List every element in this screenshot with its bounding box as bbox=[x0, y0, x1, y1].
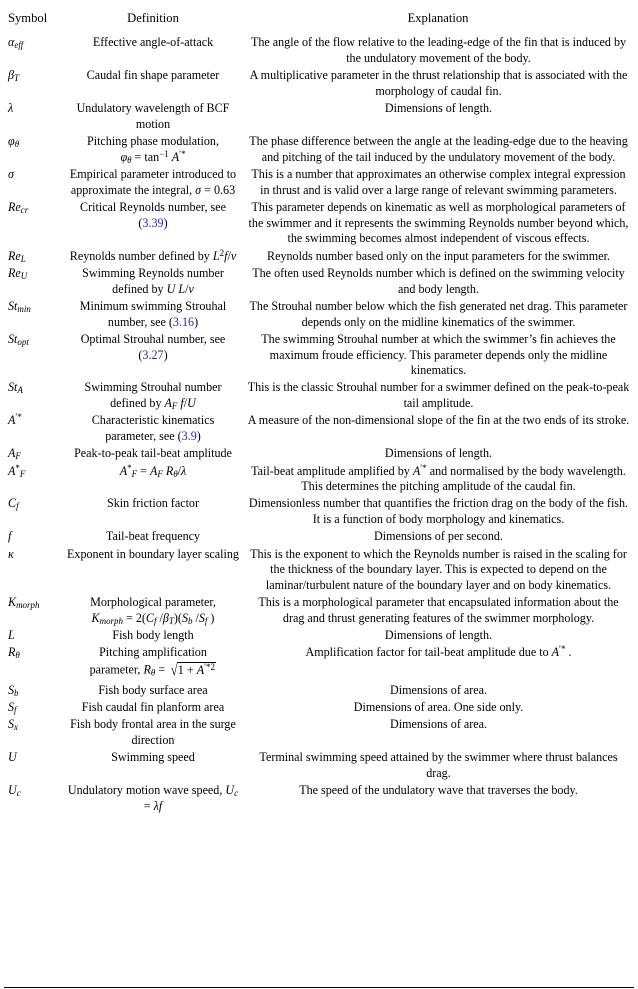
row-explanation: A multiplicative parameter in the thrust relationship that is associated with the morphology of caudal fin. bbox=[249, 68, 628, 99]
row-explanation: This is a number that approximates an otherwise complex integral expression in thrust and is valid over a large range of relevant swimming parameters. bbox=[251, 167, 626, 197]
row-definition: Swimming Reynolds number defined by U L/ν bbox=[82, 265, 224, 296]
row-explanation: The speed of the undulatory wave that traverses the body. bbox=[299, 783, 578, 798]
table-row bbox=[6, 249, 632, 266]
row-explanation: Dimensions of per second. bbox=[374, 529, 503, 544]
row-definition: Reynolds number defined by $L^2f/\nu$ bbox=[69, 247, 237, 263]
row-explanation: The phase difference between the angle at the leading-edge due to the heaving and pitching of the tail induced by the undulatory movement of the body. bbox=[249, 134, 628, 164]
table-row bbox=[6, 266, 632, 299]
row-symbol: U bbox=[8, 750, 17, 765]
row-definition: Fish body surface area bbox=[98, 682, 208, 697]
table-row bbox=[6, 547, 632, 596]
table-row bbox=[6, 683, 632, 700]
row-symbol: $St_{opt}$ bbox=[8, 331, 29, 347]
row-explanation: Dimensions of length. bbox=[384, 101, 493, 116]
table-row bbox=[6, 167, 632, 200]
row-definition: Pitching phase modulation, $\varphi_\theta = \tan^{-1} A^{'*}$ bbox=[86, 134, 219, 165]
row-definition: Fish caudal fin planform area bbox=[81, 700, 225, 715]
row-definition: Tail-beat frequency bbox=[105, 529, 201, 544]
table-row bbox=[6, 35, 632, 68]
row-symbol: $\alpha_{eff}$ bbox=[8, 35, 24, 51]
row-definition: Peak-to-peak tail-beat amplitude bbox=[74, 446, 232, 461]
row-explanation: Amplification factor for tail-beat amplitude due to A′* . bbox=[305, 644, 572, 660]
row-explanation: Dimensionless number that quantifies the friction drag on the body of the fish. It is a function of body morphology and kinematics. bbox=[248, 496, 629, 527]
row-symbol: $Re_{cr}$ bbox=[8, 200, 29, 216]
row-explanation: This is the exponent to which the Reynolds number is raised in the scaling for the thickness of the boundary layer. This is expected to depend on the laminar/turbulent nature of the boundary layer and on body kinematics. bbox=[250, 546, 627, 593]
table-row bbox=[6, 595, 632, 628]
row-definition: Skin friction factor bbox=[106, 496, 200, 511]
row-explanation: Dimensions of length. bbox=[384, 446, 493, 461]
row-symbol: $S_b$ bbox=[8, 682, 19, 698]
table-row bbox=[6, 783, 632, 816]
table-row bbox=[6, 717, 632, 750]
cross-reference-link[interactable]: 3.27 bbox=[142, 347, 164, 362]
row-symbol: $C_f$ bbox=[8, 496, 19, 512]
row-explanation: Reynolds number based only on the input parameters for the swimmer. bbox=[267, 248, 610, 263]
row-symbol: $St_A$ bbox=[8, 380, 23, 396]
row-definition: Critical Reynolds number, see (3.39) bbox=[80, 200, 226, 230]
row-explanation: Dimensions of area. bbox=[389, 682, 488, 697]
row-explanation: The often used Reynolds number which is defined on the swimming velocity and body length. bbox=[252, 265, 625, 296]
row-explanation: The angle of the flow relative to the leading-edge of the fin that is induced by the undulatory movement of the body. bbox=[250, 35, 627, 66]
row-definition: Morphological parameter, $K_{morph} = 2(C_f$ $/\beta_T)(S_b$ $/S_f$ ) bbox=[90, 595, 216, 626]
row-symbol: $R_\theta$ bbox=[8, 645, 20, 661]
row-symbol: σ bbox=[8, 167, 14, 182]
table-row bbox=[6, 750, 632, 783]
table-row bbox=[6, 413, 632, 446]
column-header-symbol: Symbol bbox=[8, 11, 48, 25]
table-row bbox=[6, 645, 632, 682]
column-header-definition: Definition bbox=[127, 11, 179, 25]
row-definition: Undulatory motion wave speed, $U_c = \lambda f$ bbox=[67, 783, 239, 813]
row-explanation: Dimensions of area. One side only. bbox=[353, 700, 524, 715]
row-definition: Fish body frontal area in the surge direction bbox=[70, 717, 236, 747]
cross-reference-link[interactable]: 3.9 bbox=[181, 429, 197, 444]
table-row bbox=[6, 200, 632, 249]
table-row bbox=[6, 332, 632, 381]
row-symbol: $Re_L$ bbox=[8, 248, 26, 264]
table-row bbox=[6, 464, 632, 497]
row-definition: Swimming Strouhal number defined by $A_F$ f/U bbox=[84, 380, 222, 412]
row-definition: Characteristic kinematics parameter, see (3.9) bbox=[91, 413, 215, 444]
row-symbol: $\varphi_\theta$ bbox=[8, 134, 20, 150]
row-definition: Effective angle-of-attack bbox=[92, 35, 214, 50]
row-explanation: Terminal swimming speed attained by the swimmer where thrust balances drag. bbox=[259, 750, 618, 780]
row-explanation: This parameter depends on kinematic as well as morphological parameters of the swimmer and it represents the swimming Reynolds number beyond which, the swimming becomes almost independent of viscous effects. bbox=[248, 200, 629, 246]
row-symbol: $U_c$ bbox=[8, 783, 21, 799]
table-row bbox=[6, 628, 632, 645]
table-row bbox=[6, 446, 632, 463]
row-definition: Exponent in boundary layer scaling bbox=[67, 546, 239, 561]
row-definition: $A^*_F = A_F$ $R_\theta/\lambda$ bbox=[119, 462, 187, 479]
column-header-explanation: Explanation bbox=[407, 11, 469, 25]
row-definition: Swimming speed bbox=[111, 750, 195, 765]
row-explanation: Dimensions of length. bbox=[384, 628, 493, 643]
table-row bbox=[6, 529, 632, 546]
table-row bbox=[6, 700, 632, 717]
row-definition: Minimum swimming Strouhal number, see (3.16) bbox=[79, 298, 227, 329]
row-symbol: λ bbox=[8, 101, 14, 116]
row-definition: Caudal fin shape parameter bbox=[86, 68, 220, 83]
row-explanation: The Strouhal number below which the fish generated net drag. This parameter depends only on the midline kinematics of the swimmer. bbox=[249, 298, 628, 329]
row-symbol: $K_{morph}$ bbox=[8, 595, 40, 611]
row-symbol: L bbox=[8, 628, 15, 643]
row-symbol: $St_{min}$ bbox=[8, 298, 31, 314]
row-symbol: $Re_U$ bbox=[8, 265, 28, 281]
row-explanation: This is the classic Strouhal number for a swimmer defined on the peak-to-peak tail amplitude. bbox=[247, 380, 630, 411]
nomenclature-table bbox=[6, 8, 632, 816]
table-row bbox=[6, 68, 632, 101]
row-symbol: $A^*_F$ bbox=[8, 462, 26, 479]
row-definition: Optimal Strouhal number, see (3.27) bbox=[80, 331, 226, 362]
row-symbol: $S_f$ bbox=[8, 700, 17, 715]
row-symbol: f bbox=[8, 529, 12, 544]
row-symbol: κ bbox=[8, 546, 14, 561]
table-row bbox=[6, 134, 632, 167]
table-header bbox=[6, 8, 632, 35]
row-symbol: $A_F$ bbox=[8, 446, 21, 462]
table-row bbox=[6, 380, 632, 413]
row-symbol: $\beta_T$ bbox=[8, 68, 20, 84]
page-bottom-rule bbox=[4, 987, 634, 988]
row-definition: Empirical parameter introduced to approximate the integral, σ = 0.63 bbox=[69, 167, 237, 197]
row-explanation: A measure of the non-dimensional slope of the fin at the two ends of its stroke. bbox=[247, 413, 630, 428]
table-row bbox=[6, 299, 632, 332]
row-explanation: This is a morphological parameter that encapsulated information about the drag and thrust generating features of the swimmer morphology. bbox=[258, 595, 619, 626]
row-explanation: The swimming Strouhal number at which the swimmer’s fin achieves the maximum froude efficiency. This parameter depends only the midline kinematics. bbox=[261, 331, 616, 378]
cross-reference-link[interactable]: 3.16 bbox=[172, 314, 195, 329]
table-body bbox=[6, 35, 632, 816]
table-row bbox=[6, 101, 632, 134]
row-definition: Fish body length bbox=[112, 628, 194, 643]
row-symbol: A′* bbox=[8, 412, 22, 428]
row-definition: Pitching amplification parameter, $R_\theta = √1 + A^{'*2}$ bbox=[89, 645, 215, 680]
table-header-row bbox=[6, 8, 632, 35]
table-row bbox=[6, 496, 632, 529]
cross-reference-link[interactable]: 3.39 bbox=[142, 215, 164, 230]
row-symbol: $S_x$ bbox=[8, 717, 19, 733]
row-explanation: Dimensions of area. bbox=[389, 717, 488, 732]
row-definition: Undulatory wavelength of BCF motion bbox=[76, 101, 230, 131]
row-explanation: Tail-beat amplitude amplified by A′* and normalised by the body wavelength. This determines the pitching amplitude of the caudal fin. bbox=[251, 462, 626, 494]
